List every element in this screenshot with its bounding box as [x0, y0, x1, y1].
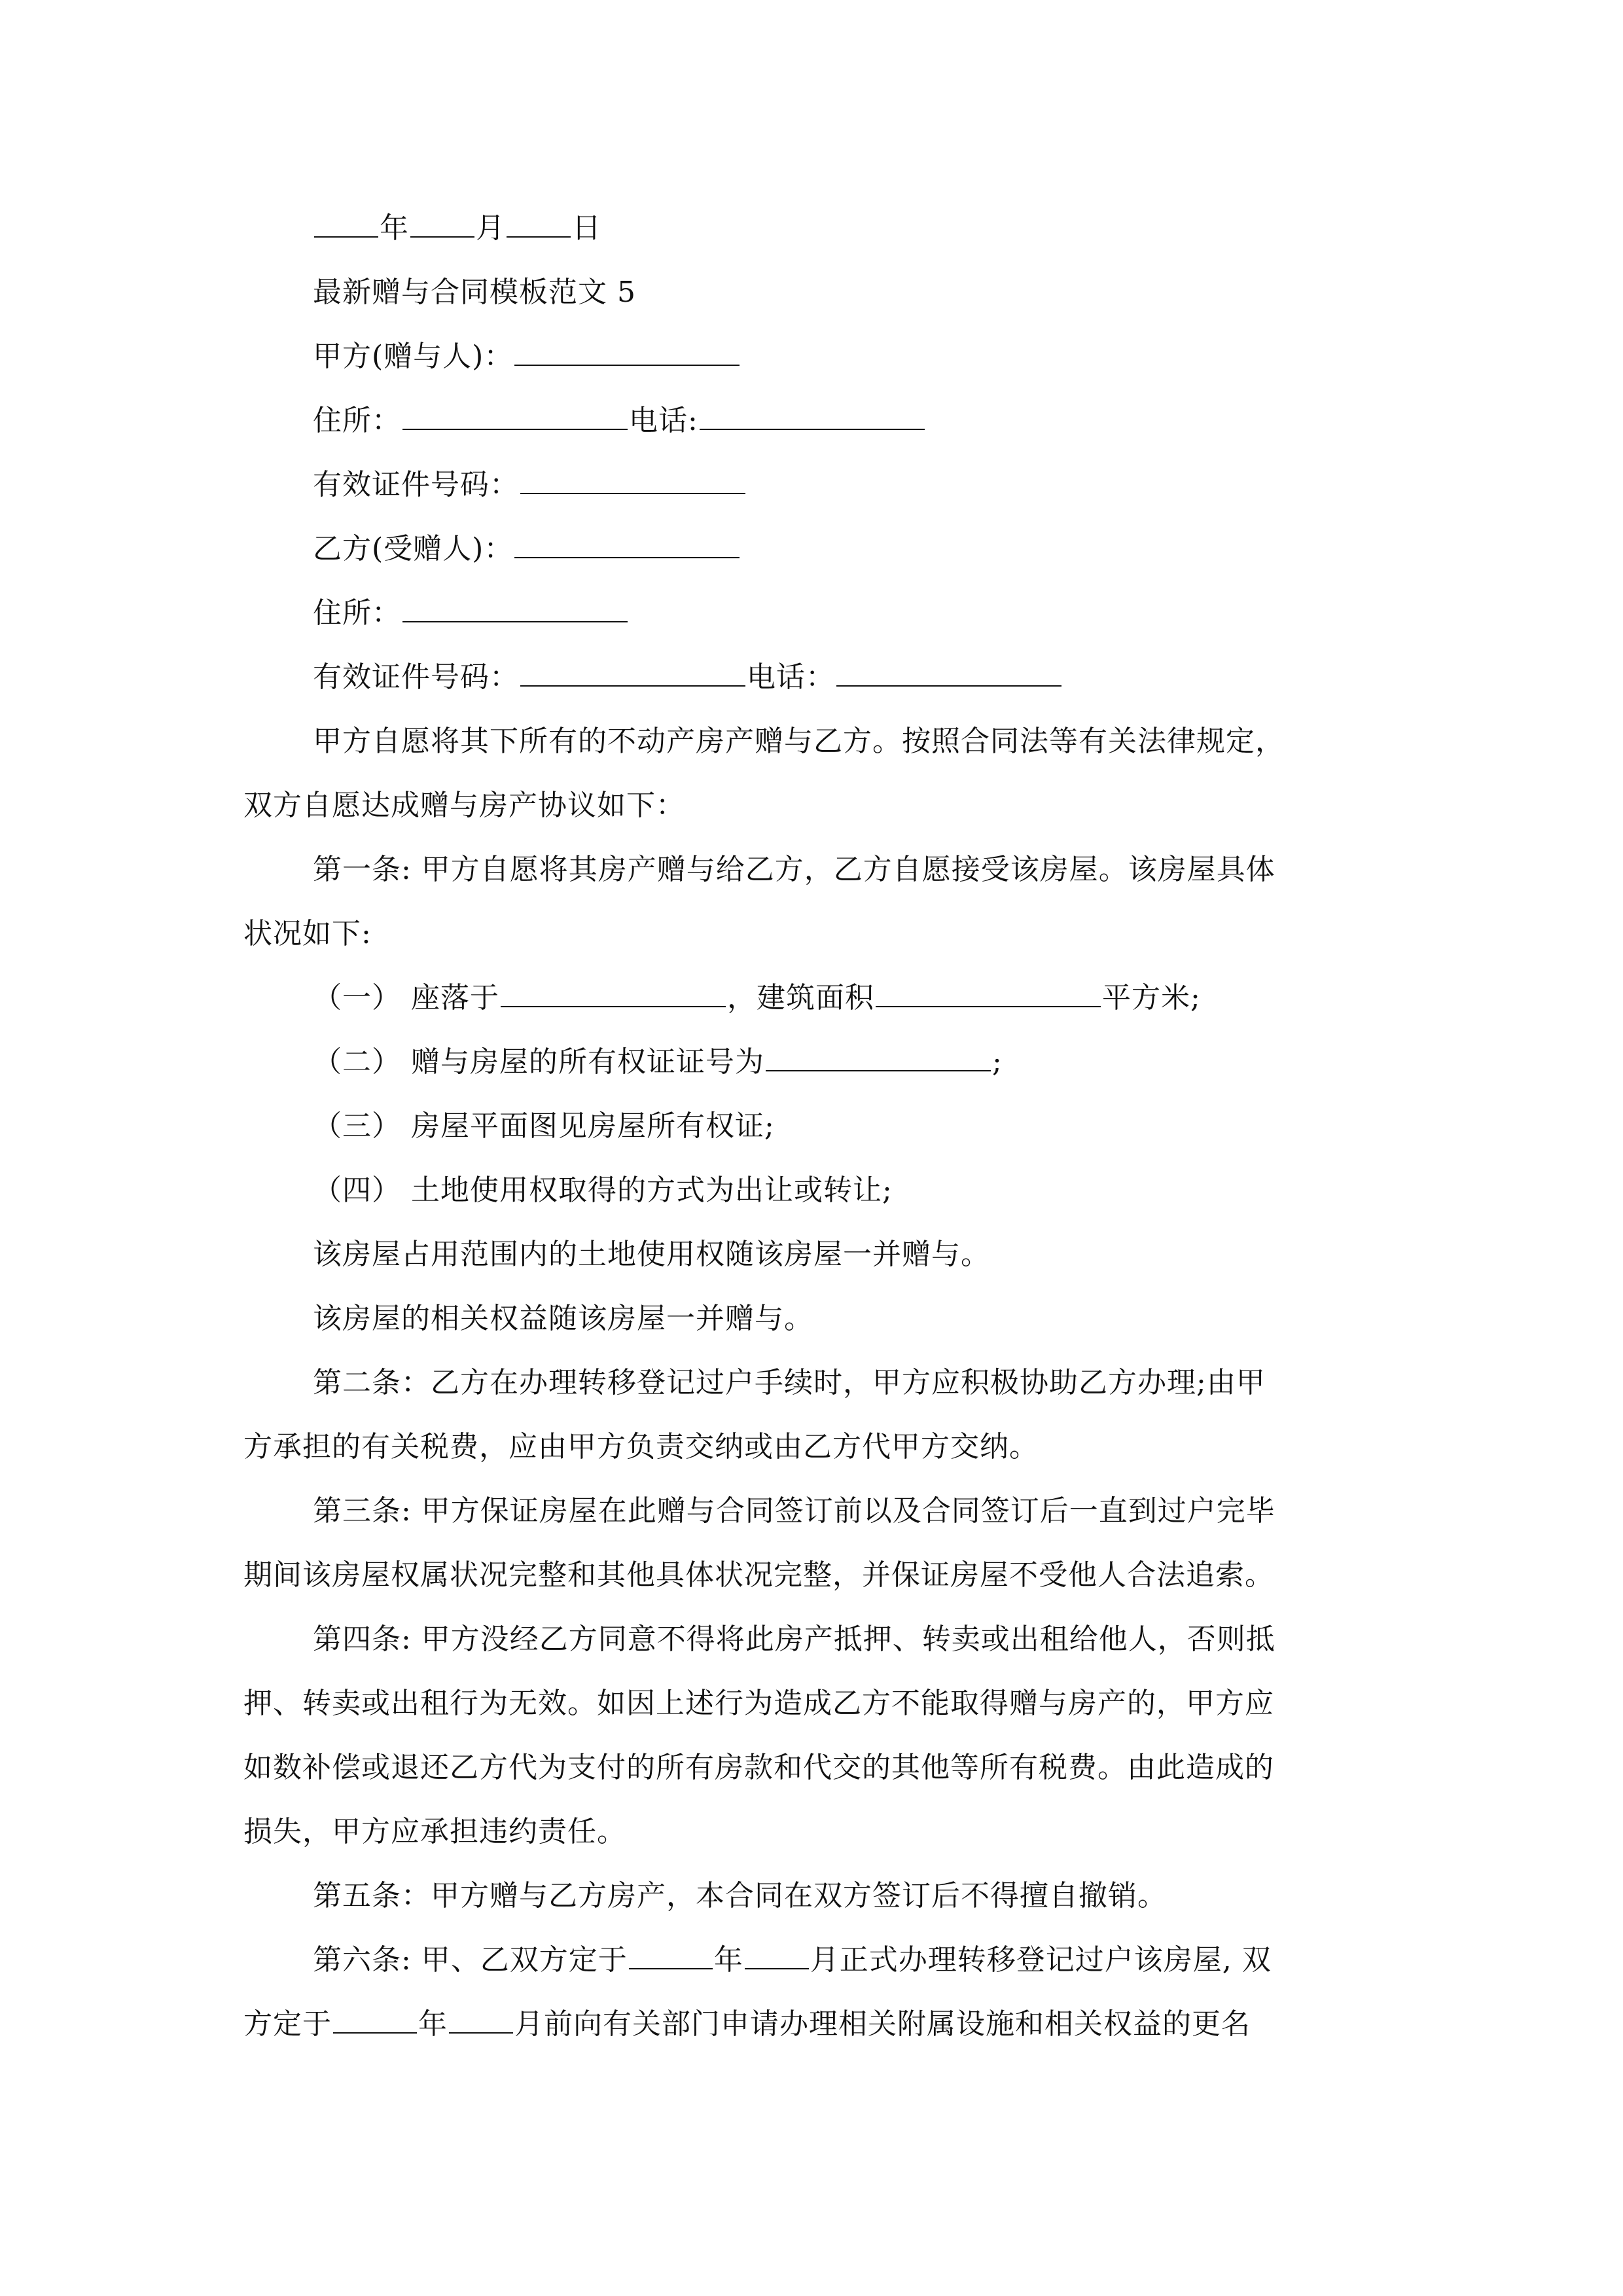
- article-2-line-1: 第二条：乙方在办理转移登记过户手续时，甲方应积极协助乙方办理;由甲: [313, 1366, 1266, 1399]
- party-a-id-blank[interactable]: [520, 464, 745, 494]
- article-6-line-2: [243, 1992, 1402, 2056]
- party-a-address-label: 住所：: [313, 404, 401, 437]
- party-b-id-label: 有效证件号码：: [313, 660, 519, 694]
- article-1-note-2: 该房屋的相关权益随该房屋一并赠与。: [313, 1302, 813, 1335]
- article-6-year-label: 年: [713, 1943, 743, 1977]
- article-6-label-d: 方定于: [243, 2007, 332, 2041]
- party-a-line: [243, 325, 1402, 389]
- party-b-name-blank[interactable]: [514, 528, 740, 558]
- party-b-id-blank[interactable]: [520, 656, 745, 687]
- party-b-phone-label: 电话：: [747, 660, 835, 694]
- rename-year-blank[interactable]: [333, 2003, 417, 2034]
- party-a-address-line: [243, 389, 1402, 453]
- intro-line-1: 甲方自愿将其下所有的不动产房产赠与乙方。按照合同法等有关法律规定，: [313, 725, 1285, 758]
- contract-body: [243, 196, 1402, 2056]
- party-b-phone-blank[interactable]: [836, 656, 1061, 687]
- intro-line-2: 双方自愿达成赠与房产协议如下：: [243, 789, 685, 822]
- area-blank[interactable]: [876, 977, 1101, 1007]
- article-1-item-3: （三） 房屋平面图见房屋所有权证;: [313, 1109, 775, 1143]
- party-b-address-label: 住所：: [313, 596, 401, 630]
- location-blank[interactable]: [501, 977, 726, 1007]
- article-6-line-1: [243, 1928, 1402, 1992]
- party-a-phone-blank[interactable]: [700, 400, 925, 430]
- article-3-line-1: 第三条: 甲方保证房屋在此赠与合同签订前以及合同签订后一直到过户完毕: [313, 1494, 1275, 1528]
- year-blank[interactable]: [314, 207, 378, 238]
- article-1-note-1: 该房屋占用范围内的土地使用权随该房屋一并赠与。: [313, 1238, 990, 1271]
- party-a-id-line: [243, 453, 1402, 517]
- date-line: [243, 196, 1402, 260]
- document-title: 最新赠与合同模板范文 5: [313, 276, 636, 309]
- article-4-line-4: 损失，甲方应承担违约责任。: [243, 1815, 626, 1848]
- party-a-label: 甲方(赠与人)：: [313, 340, 514, 373]
- transfer-year-blank[interactable]: [629, 1939, 713, 1969]
- article-1-line-1: 第一条: 甲方自愿将其房产赠与给乙方，乙方自愿接受该房屋。该房屋具体: [313, 853, 1275, 886]
- article-1-item-4: （四） 土地使用权取得的方式为出让或转让;: [313, 1174, 893, 1207]
- party-b-label: 乙方(受赠人)：: [313, 532, 514, 565]
- article-1-line-2: 状况如下:: [243, 917, 372, 950]
- month-label: 月: [476, 211, 505, 245]
- article-6-year-label-2: 年: [418, 2007, 448, 2041]
- party-b-address-blank[interactable]: [402, 592, 628, 622]
- certificate-number-blank[interactable]: [766, 1041, 991, 1071]
- article-3-line-2: 期间该房屋权属状况完整和其他具体状况完整，并保证房屋不受他人合法追索。: [243, 1558, 1274, 1592]
- item-2-label: （二） 赠与房屋的所有权证证号为: [313, 1045, 764, 1079]
- rename-month-blank[interactable]: [449, 2003, 513, 2034]
- item-1-area-label: ，建筑面积: [727, 981, 874, 1014]
- article-1-item-2: [243, 1030, 1402, 1094]
- article-6-label-c: 月正式办理转移登记过户该房屋, 双: [810, 1943, 1272, 1977]
- article-2-line-2: 方承担的有关税费，应由甲方负责交纳或由乙方代甲方交纳。: [243, 1430, 1039, 1463]
- party-a-name-blank[interactable]: [514, 336, 740, 366]
- article-6-label-f: 月前向有关部门申请办理相关附属设施和相关权益的更名: [514, 2007, 1251, 2041]
- party-a-id-label: 有效证件号码：: [313, 468, 519, 501]
- transfer-month-blank[interactable]: [745, 1939, 809, 1969]
- item-1-location-label: （一） 座落于: [313, 981, 499, 1014]
- article-5-line-1: 第五条：甲方赠与乙方房产，本合同在双方签订后不得擅自撤销。: [313, 1879, 1167, 1912]
- year-label: 年: [380, 211, 409, 245]
- party-a-address-blank[interactable]: [402, 400, 628, 430]
- month-blank[interactable]: [410, 207, 474, 238]
- item-2-end: ;: [992, 1045, 1003, 1079]
- article-4-line-3: 如数补偿或退还乙方代为支付的所有房款和代交的其他等所有税费。由此造成的: [243, 1751, 1274, 1784]
- article-1-item-1: [243, 966, 1402, 1030]
- article-6-label-a: 第六条: 甲、乙双方定于: [313, 1943, 628, 1977]
- party-b-line: [243, 517, 1402, 581]
- article-4-line-1: 第四条: 甲方没经乙方同意不得将此房产抵押、转卖或出租给他人，否则抵: [313, 1623, 1275, 1656]
- party-b-address-line: [243, 581, 1402, 645]
- party-b-id-line: [243, 645, 1402, 709]
- article-4-line-2: 押、转卖或出租行为无效。如因上述行为造成乙方不能取得赠与房产的，甲方应: [243, 1687, 1274, 1720]
- party-a-phone-label: 电话:: [629, 404, 698, 437]
- day-blank[interactable]: [507, 207, 571, 238]
- day-label: 日: [572, 211, 601, 245]
- item-1-unit-label: 平方米;: [1102, 981, 1201, 1014]
